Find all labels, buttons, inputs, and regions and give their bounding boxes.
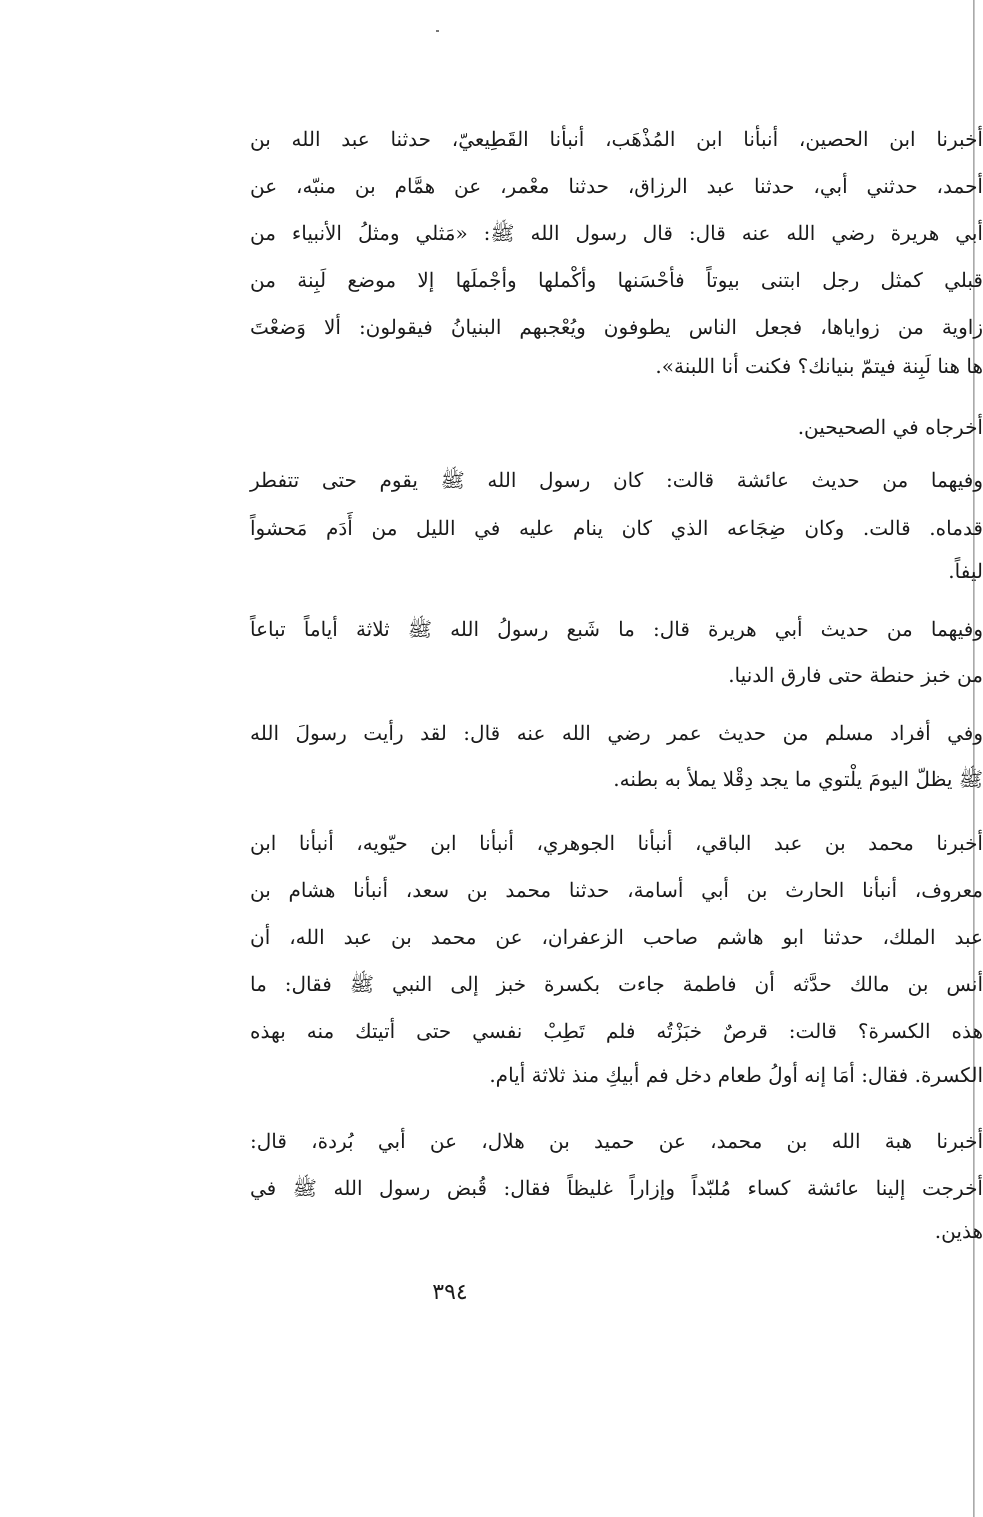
text-line: أبي هريرة رضي الله عنه قال: قال رسول الله ﷺ: «مَثلي ومثلُ الأنبياء من [250,221,983,245]
text-line: الكسرة. فقال: أمَا إنه أولُ طعام دخل فم أبيكِ منذ ثلاثة أيام. [489,1063,983,1087]
text-line: أخرجاه في الصحيحين. [797,415,983,439]
text-line: أخبرنا ابن الحصين، أنبأنا ابن المُذْهَب، أنبأنا القَطِيعيّ، حدثنا عبد الله بن [250,127,983,151]
text-line: أخبرنا هبة الله بن محمد، عن حميد بن هلال، عن أبي بُردة، قال: [250,1129,983,1153]
text-line: زاوية من زواياها، فجعل الناس يطوفون ويُعْجبهم البنيانُ فيقولون: ألا وَضعْتَ [250,315,983,339]
text-line: ها هنا لَبِنة فيتمّ بنيانك؟ فكنت أنا اللبنة». [655,354,983,378]
text-line: وفيهما من حديث عائشة قالت: كان رسول الله ﷺ يقوم حتى تتفطر [250,468,983,492]
text-line: أخبرنا محمد بن عبد الباقي، أنبأنا الجوهري، أنبأنا ابن حيّويه، أنبأنا ابن [250,831,983,855]
text-line: ليفاً. [948,559,983,583]
text-line: هذين. [934,1219,983,1243]
text-line: وفي أفراد مسلم من حديث عمر رضي الله عنه قال: لقد رأيت رسولَ الله [250,721,983,745]
text-line: عبد الملك، حدثنا ابو هاشم صاحب الزعفران، عن محمد بن عبد الله، أن [250,925,983,949]
text-line: هذه الكسرة؟ قالت: قرصٌ خبَزْتُه فلم تَطِبْ نفسي حتى أتيتك منه بهذه [250,1019,983,1043]
text-line: قدماه. قالت. وكان ضِجَاعه الذي كان ينام عليه في الليل من أَدَم مَحشواً [250,516,983,540]
page-number: ٣٩٤ [432,1280,468,1305]
text-line: أخرجت إلينا عائشة كساء مُلبّداً وإزاراً غليظاً فقال: قُبض رسول الله ﷺ في [250,1176,983,1200]
text-line: أنس بن مالك حدَّثه أن فاطمة جاءت بكسرة خبز إلى النبي ﷺ فقال: ما [250,972,983,996]
text-line: معروف، أنبأنا الحارث بن أبي أسامة، حدثنا محمد بن سعد، أنبأنا هشام بن [250,878,983,902]
text-line: ﷺ يظلّ اليومَ يلْتوي ما يجد دِقْلا يملأ به بطنه. [613,767,983,791]
text-line: أحمد، حدثني أبي، حدثنا عبد الرزاق، حدثنا معْمر، عن همَّام بن منبّه، عن [250,174,983,198]
text-line: قبلي كمثل رجل ابتنى بيوتاً فأحْسَنها وأكْملها وأجْملَها إلا موضع لَبِنة من [250,268,983,292]
scan-mark [436,30,439,32]
text-line: وفيهما من حديث أبي هريرة قال: ما شَبع رسولُ الله ﷺ ثلاثة أياماً تباعاً [250,617,983,641]
text-line: من خبز حنطة حتى فارق الدنيا. [728,663,983,687]
